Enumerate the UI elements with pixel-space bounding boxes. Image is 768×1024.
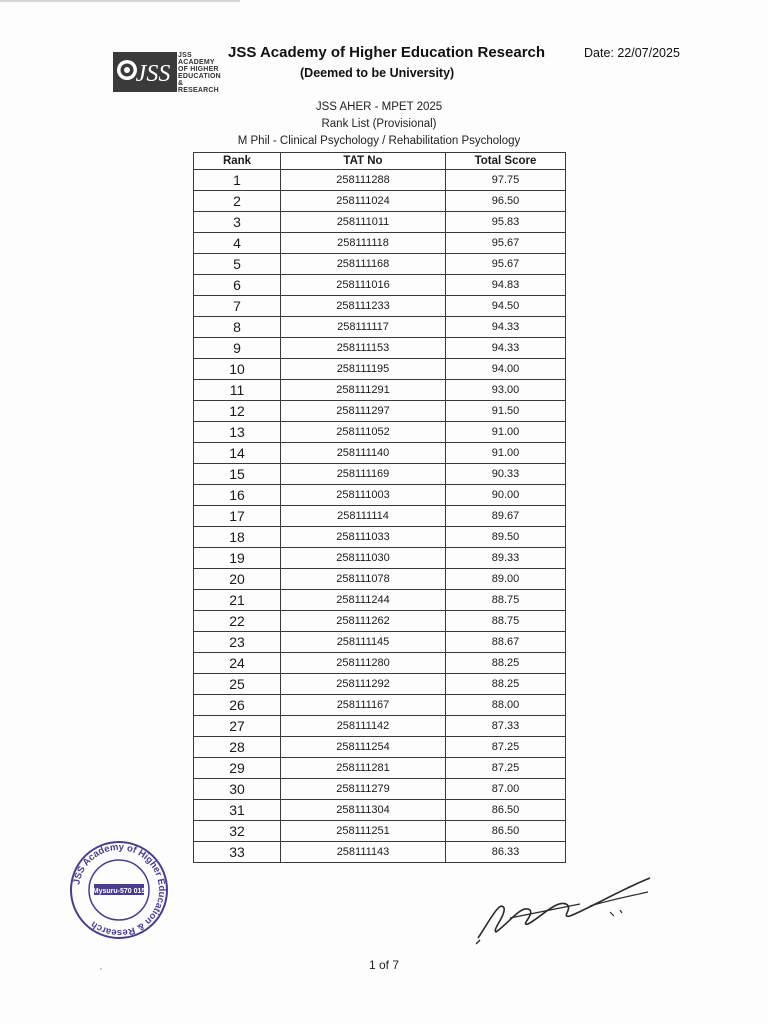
table-row — [194, 422, 566, 443]
cell-total-score: 87.25 — [446, 737, 566, 758]
cell-total-score: 97.75 — [446, 170, 566, 191]
exam-title: JSS AHER - MPET 2025 — [315, 101, 443, 113]
cell-rank: 30 — [194, 779, 281, 800]
cell-tat-no: 258111169 — [281, 464, 446, 485]
table-row — [194, 254, 566, 275]
cell-tat-no: 258111142 — [281, 716, 446, 737]
cell-tat-no: 258111291 — [281, 380, 446, 401]
cell-total-score: 94.50 — [446, 296, 566, 317]
cell-tat-no: 258111254 — [281, 737, 446, 758]
cell-total-score: 87.25 — [446, 758, 566, 779]
cell-total-score: 88.00 — [446, 695, 566, 716]
cell-total-score: 89.00 — [446, 569, 566, 590]
cell-tat-no: 258111118 — [281, 233, 446, 254]
cell-tat-no: 258111016 — [281, 275, 446, 296]
logo-line: EDUCATION — [178, 73, 221, 80]
cell-tat-no: 258111195 — [281, 359, 446, 380]
cell-total-score: 90.00 — [446, 485, 566, 506]
table-row — [194, 464, 566, 485]
cell-rank: 3 — [194, 212, 281, 233]
cell-rank: 31 — [194, 800, 281, 821]
cell-rank: 29 — [194, 758, 281, 779]
seal-ring-text: JSS Academy of Higher Education & Research — [71, 841, 168, 939]
logo-emblem-icon — [113, 52, 177, 92]
column-header-total-score: Total Score — [446, 153, 566, 170]
signature-image — [470, 860, 660, 950]
scan-speck — [100, 968, 102, 970]
column-header-rank: Rank — [194, 153, 281, 170]
institution-name: JSS Academy of Higher Education Research — [228, 44, 546, 61]
table-row — [194, 800, 566, 821]
cell-total-score: 96.50 — [446, 191, 566, 212]
table-row — [194, 233, 566, 254]
cell-tat-no: 258111078 — [281, 569, 446, 590]
rank-table-body — [194, 170, 566, 863]
cell-total-score: 95.67 — [446, 254, 566, 275]
cell-rank: 25 — [194, 674, 281, 695]
cell-rank: 4 — [194, 233, 281, 254]
page-number: 1 of 7 — [368, 958, 400, 972]
cell-tat-no: 258111167 — [281, 695, 446, 716]
cell-total-score: 91.50 — [446, 401, 566, 422]
cell-total-score: 93.00 — [446, 380, 566, 401]
cell-total-score: 89.33 — [446, 548, 566, 569]
table-row — [194, 569, 566, 590]
cell-tat-no: 258111153 — [281, 338, 446, 359]
table-row — [194, 380, 566, 401]
cell-tat-no: 258111145 — [281, 632, 446, 653]
table-row — [194, 758, 566, 779]
table-row — [194, 821, 566, 842]
cell-total-score: 94.00 — [446, 359, 566, 380]
cell-rank: 20 — [194, 569, 281, 590]
programme-title: M Phil - Clinical Psychology / Rehabilitation Psychology — [237, 135, 521, 147]
cell-rank: 13 — [194, 422, 281, 443]
cell-rank: 17 — [194, 506, 281, 527]
cell-total-score: 86.50 — [446, 821, 566, 842]
cell-rank: 10 — [194, 359, 281, 380]
cell-total-score: 88.67 — [446, 632, 566, 653]
table-row — [194, 191, 566, 212]
cell-tat-no: 258111168 — [281, 254, 446, 275]
logo-line: & RESEARCH — [178, 80, 219, 94]
seal-center-text: Mysuru-570 015 — [92, 888, 146, 895]
column-header-tat-no: TAT No — [281, 153, 446, 170]
scan-artifact — [0, 0, 240, 2]
cell-rank: 27 — [194, 716, 281, 737]
cell-total-score: 87.00 — [446, 779, 566, 800]
cell-rank: 33 — [194, 842, 281, 863]
cell-tat-no: 258111114 — [281, 506, 446, 527]
rank-table — [193, 152, 566, 863]
cell-rank: 28 — [194, 737, 281, 758]
cell-rank: 16 — [194, 485, 281, 506]
cell-total-score: 89.67 — [446, 506, 566, 527]
table-row — [194, 695, 566, 716]
cell-rank: 14 — [194, 443, 281, 464]
cell-tat-no: 258111024 — [281, 191, 446, 212]
logo-wordmark — [178, 52, 223, 94]
cell-rank: 26 — [194, 695, 281, 716]
cell-rank: 22 — [194, 611, 281, 632]
cell-tat-no: 258111117 — [281, 317, 446, 338]
table-row — [194, 632, 566, 653]
cell-tat-no: 258111281 — [281, 758, 446, 779]
cell-rank: 21 — [194, 590, 281, 611]
logo-mark: JSS — [135, 61, 171, 87]
cell-rank: 7 — [194, 296, 281, 317]
cell-tat-no: 258111030 — [281, 548, 446, 569]
cell-tat-no: 258111292 — [281, 674, 446, 695]
cell-tat-no: 258111279 — [281, 779, 446, 800]
cell-rank: 19 — [194, 548, 281, 569]
logo-line: OF HIGHER — [178, 66, 219, 73]
cell-rank: 23 — [194, 632, 281, 653]
table-row — [194, 611, 566, 632]
cell-tat-no: 258111011 — [281, 212, 446, 233]
list-title: Rank List (Provisional) — [321, 118, 437, 130]
university-seal-stamp — [64, 840, 174, 940]
cell-total-score: 88.25 — [446, 653, 566, 674]
cell-total-score: 91.00 — [446, 422, 566, 443]
table-row — [194, 485, 566, 506]
table-row — [194, 317, 566, 338]
cell-rank: 5 — [194, 254, 281, 275]
table-row — [194, 443, 566, 464]
document-date: Date: 22/07/2025 — [584, 46, 680, 60]
cell-rank: 15 — [194, 464, 281, 485]
cell-rank: 2 — [194, 191, 281, 212]
table-row — [194, 653, 566, 674]
table-row — [194, 716, 566, 737]
cell-rank: 11 — [194, 380, 281, 401]
table-row — [194, 779, 566, 800]
table-row — [194, 338, 566, 359]
cell-rank: 18 — [194, 527, 281, 548]
cell-rank: 12 — [194, 401, 281, 422]
cell-total-score: 88.25 — [446, 674, 566, 695]
table-row — [194, 296, 566, 317]
cell-tat-no: 258111297 — [281, 401, 446, 422]
table-row — [194, 527, 566, 548]
cell-total-score: 88.75 — [446, 611, 566, 632]
cell-tat-no: 258111233 — [281, 296, 446, 317]
table-row — [194, 674, 566, 695]
cell-tat-no: 258111033 — [281, 527, 446, 548]
table-row — [194, 170, 566, 191]
table-row — [194, 506, 566, 527]
table-header-row — [194, 153, 566, 170]
cell-rank: 24 — [194, 653, 281, 674]
cell-tat-no: 258111244 — [281, 590, 446, 611]
cell-rank: 32 — [194, 821, 281, 842]
cell-total-score: 94.33 — [446, 317, 566, 338]
table-row — [194, 548, 566, 569]
table-row — [194, 359, 566, 380]
university-logo — [113, 52, 223, 98]
cell-rank: 9 — [194, 338, 281, 359]
table-row — [194, 212, 566, 233]
cell-rank: 1 — [194, 170, 281, 191]
cell-total-score: 95.83 — [446, 212, 566, 233]
cell-tat-no: 258111143 — [281, 842, 446, 863]
cell-tat-no: 258111140 — [281, 443, 446, 464]
cell-rank: 8 — [194, 317, 281, 338]
cell-tat-no: 258111251 — [281, 821, 446, 842]
cell-total-score: 95.67 — [446, 233, 566, 254]
table-row — [194, 401, 566, 422]
cell-total-score: 86.33 — [446, 842, 566, 863]
cell-tat-no: 258111288 — [281, 170, 446, 191]
cell-total-score: 89.50 — [446, 527, 566, 548]
cell-tat-no: 258111280 — [281, 653, 446, 674]
cell-total-score: 91.00 — [446, 443, 566, 464]
cell-total-score: 90.33 — [446, 464, 566, 485]
table-row — [194, 275, 566, 296]
cell-total-score: 88.75 — [446, 590, 566, 611]
cell-rank: 6 — [194, 275, 281, 296]
cell-tat-no: 258111304 — [281, 800, 446, 821]
cell-total-score: 94.83 — [446, 275, 566, 296]
cell-total-score: 87.33 — [446, 716, 566, 737]
cell-tat-no: 258111262 — [281, 611, 446, 632]
institution-subtitle: (Deemed to be University) — [300, 66, 455, 80]
logo-line: ACADEMY — [178, 59, 215, 66]
cell-tat-no: 258111003 — [281, 485, 446, 506]
table-row — [194, 737, 566, 758]
cell-tat-no: 258111052 — [281, 422, 446, 443]
table-row — [194, 590, 566, 611]
logo-line: JSS — [178, 52, 192, 59]
cell-total-score: 94.33 — [446, 338, 566, 359]
cell-total-score: 86.50 — [446, 800, 566, 821]
